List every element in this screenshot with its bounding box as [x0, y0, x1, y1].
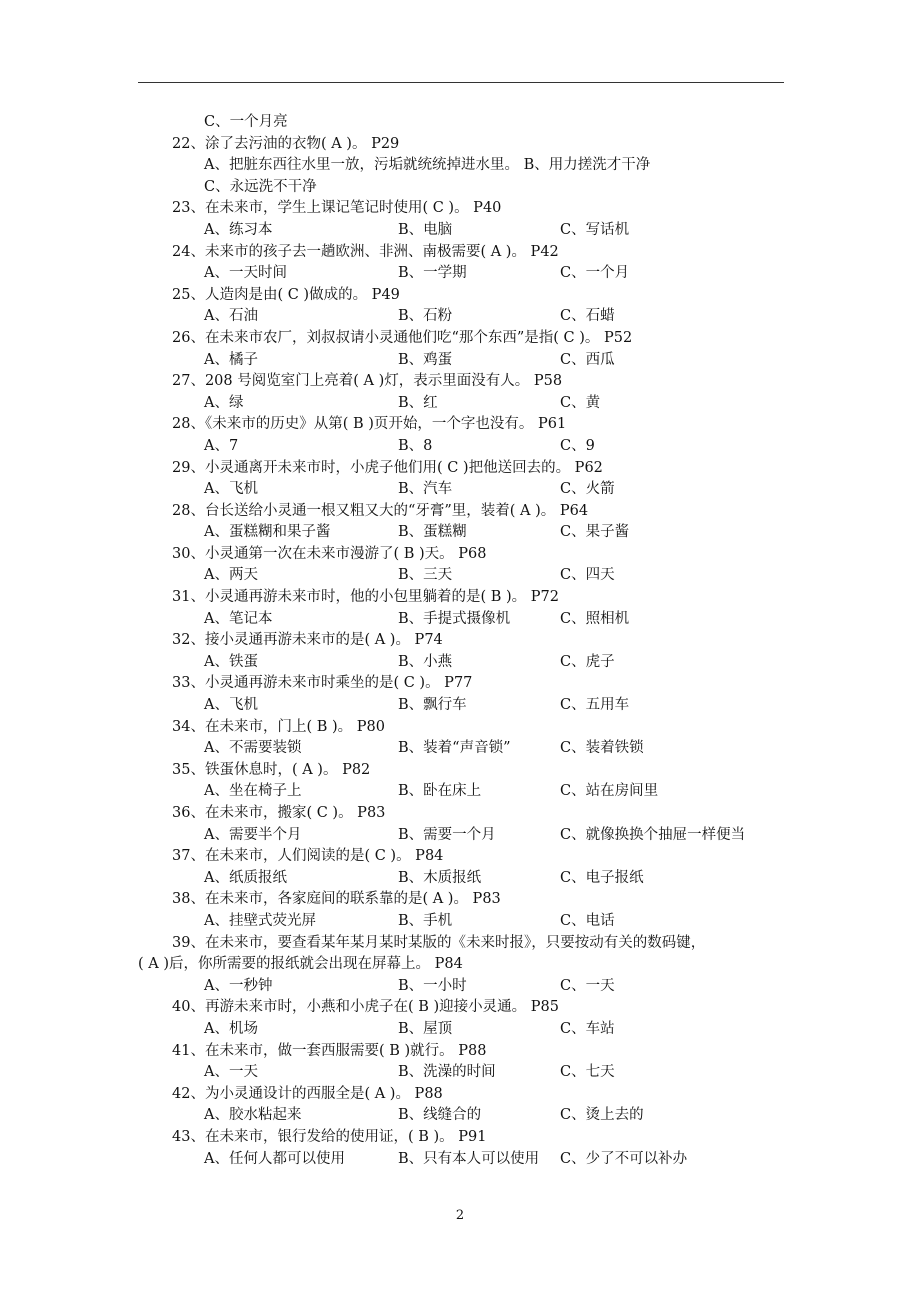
- question-list: [138, 112, 788, 1170]
- question-line: 33、小灵通再游未来市时乘坐的是( C )。 P77: [172, 675, 473, 692]
- page-number: 2: [455, 1208, 465, 1223]
- option-c: C、装着铁锁: [560, 740, 644, 757]
- option-b: B、手机: [398, 912, 453, 929]
- option-c: C、电子报纸: [560, 869, 644, 886]
- option-a: A、飞机: [204, 697, 258, 714]
- option-row: [138, 479, 788, 501]
- option-c: C、写话机: [560, 221, 630, 238]
- option-c: C、七天: [560, 1064, 615, 1081]
- option-a: A、胶水粘起来: [204, 1107, 302, 1124]
- option-b: B、只有本人可以使用: [398, 1150, 540, 1167]
- option-b: B、小燕: [398, 653, 453, 670]
- option-c: C、就像换换个抽屉一样便当: [560, 826, 746, 843]
- option-row: [138, 1105, 788, 1127]
- option-a: A、绿: [204, 394, 244, 411]
- option-a: A、坐在椅子上: [204, 783, 302, 800]
- question-line: 32、接小灵通再游未来市的是( A )。 P74: [172, 632, 443, 649]
- question-line: 24、未来市的孩子去一趟欧洲、非洲、南极需要( A )。 P42: [172, 243, 559, 260]
- option-row: [138, 393, 788, 415]
- option-a: A、不需要装锁: [204, 740, 302, 757]
- option-b: B、屋顶: [398, 1020, 453, 1037]
- option-b: B、需要一个月: [398, 826, 496, 843]
- question-line: 22、涂了去污油的衣物( A )。 P29: [172, 135, 400, 152]
- option-a: A、蛋糕糊和果子酱: [204, 524, 331, 541]
- option-b: B、手提式摄像机: [398, 610, 511, 627]
- option-row: [138, 565, 788, 587]
- option-b: B、一小时: [398, 977, 467, 994]
- question-line: 37、在未来市，人们阅读的是( C )。 P84: [172, 848, 444, 865]
- question-continuation: ( A )后，你所需要的报纸就会出现在屏幕上。 P84: [138, 956, 463, 973]
- option-row: [138, 263, 788, 285]
- option-c: C、黄: [560, 394, 601, 411]
- question-line: 43、在未来市，银行发给的使用证，( B )。 P91: [172, 1128, 487, 1145]
- option-b: B、蛋糕糊: [398, 524, 467, 541]
- question-line: 36、在未来市，搬家( C )。 P83: [172, 805, 386, 821]
- question-line: 26、在未来市农厂，刘叔叔请小灵通他们吃“那个东西”是指( C )。 P52: [172, 329, 633, 346]
- option-a: A、一秒钟: [204, 977, 273, 994]
- option-c: C、果子酱: [560, 524, 630, 541]
- option-row: [138, 825, 788, 847]
- question-line: 39、在未来市，要查看某年某月某时某版的《未来时报》，只要按动有关的数码键，: [172, 934, 706, 951]
- option-a: A、挂壁式荧光屏: [204, 912, 316, 929]
- option-c: C、一个月: [560, 265, 630, 282]
- option-b: B、洗澡的时间: [398, 1064, 496, 1081]
- option-b: B、汽车: [398, 481, 453, 498]
- option-a: A、7: [204, 437, 239, 454]
- header-rule: [138, 82, 784, 83]
- option-b: B、电脑: [398, 221, 453, 238]
- option-c: C、虎子: [560, 653, 615, 670]
- option-row: [138, 911, 788, 933]
- option-line: C、永远洗不干净: [204, 178, 317, 195]
- option-a: A、飞机: [204, 481, 258, 498]
- option-a: A、橘子: [204, 351, 258, 368]
- option-row: [138, 976, 788, 998]
- option-b: B、红: [398, 394, 438, 411]
- option-b: B、三天: [398, 567, 453, 584]
- option-c: C、石蜡: [560, 308, 615, 325]
- option-c: C、9: [560, 437, 595, 454]
- option-row: [138, 220, 788, 242]
- question-line: 42、为小灵通设计的西服全是( A )。 P88: [172, 1085, 443, 1102]
- option-row: [138, 1062, 788, 1084]
- question-line: 41、在未来市，做一套西服需要( B )就行。 P88: [172, 1042, 487, 1059]
- option-c: C、五用车: [560, 697, 630, 714]
- question-line: 38、在未来市，各家庭间的联系靠的是( A )。 P83: [172, 891, 501, 908]
- option-a: A、纸质报纸: [204, 869, 287, 886]
- option-b: B、8: [398, 437, 433, 454]
- option-c: C、西瓜: [560, 351, 615, 368]
- option-c: C、少了不可以补办: [560, 1150, 688, 1167]
- option-a: A、笔记本: [204, 610, 273, 627]
- option-row: [138, 695, 788, 717]
- option-row: [138, 1019, 788, 1041]
- option-row: [138, 609, 788, 631]
- question-line: 28、台长送给小灵通一根又粗又大的“牙膏”里，装着( A )。 P64: [172, 502, 589, 519]
- option-c: C、四天: [560, 567, 615, 584]
- question-line: 23、在未来市，学生上课记笔记时使用( C )。 P40: [172, 200, 502, 217]
- option-row: [138, 652, 788, 674]
- option-row: [138, 1149, 788, 1171]
- option-c: C、火箭: [560, 481, 615, 498]
- option-b: B、线缝合的: [398, 1107, 482, 1124]
- option-c: C、一天: [560, 977, 615, 994]
- option-line: C、一个月亮: [204, 114, 288, 130]
- option-a: A、练习本: [204, 221, 273, 238]
- option-b: B、石粉: [398, 308, 453, 325]
- question-line: 31、小灵通再游未来市时，他的小包里躺着的是( B )。 P72: [172, 589, 559, 606]
- option-c: C、照相机: [560, 610, 630, 627]
- option-a: A、需要半个月: [204, 826, 302, 843]
- option-row: [138, 350, 788, 372]
- question-line: 27、208 号阅览室门上亮着( A )灯，表示里面没有人。 P58: [172, 373, 563, 390]
- option-row: [138, 868, 788, 890]
- option-b: B、卧在床上: [398, 783, 482, 800]
- option-b: B、一学期: [398, 265, 467, 282]
- question-line: 30、小灵通第一次在未来市漫游了( B )天。 P68: [172, 545, 487, 562]
- option-a: A、一天时间: [204, 265, 287, 282]
- question-line: 25、人造肉是由( C )做成的。 P49: [172, 286, 400, 303]
- option-row: [138, 522, 788, 544]
- option-c: C、电话: [560, 912, 615, 929]
- option-line: A、把脏东西往水里一放，污垢就统统掉进水里。 B、用力搓洗才干净: [204, 157, 651, 174]
- option-row: [138, 781, 788, 803]
- option-b: B、鸡蛋: [398, 351, 453, 368]
- option-c: C、车站: [560, 1020, 615, 1037]
- question-line: 35、铁蛋休息时，( A )。 P82: [172, 761, 371, 778]
- option-b: B、飘行车: [398, 697, 467, 714]
- option-a: A、两天: [204, 567, 258, 584]
- question-line: 34、在未来市，门上( B )。 P80: [172, 718, 385, 735]
- option-row: [138, 738, 788, 760]
- option-row: [138, 306, 788, 328]
- option-a: A、石油: [204, 308, 258, 325]
- question-line: 40、再游未来市时，小燕和小虎子在( B )迎接小灵通。 P85: [172, 999, 559, 1016]
- question-line: 29、小灵通离开未来市时，小虎子他们用( C )把他送回去的。 P62: [172, 459, 603, 476]
- option-a: A、铁蛋: [204, 653, 258, 670]
- option-a: A、机场: [204, 1020, 258, 1037]
- option-b: B、装着“声音锁”: [398, 740, 511, 757]
- question-line: 28、《未来市的历史》从第( B )页开始，一个字也没有。 P61: [172, 416, 567, 433]
- option-c: C、站在房间里: [560, 783, 659, 800]
- option-b: B、木质报纸: [398, 869, 482, 886]
- option-c: C、烫上去的: [560, 1107, 644, 1124]
- option-a: A、任何人都可以使用: [204, 1150, 345, 1167]
- option-row: [138, 436, 788, 458]
- option-a: A、一天: [204, 1064, 258, 1081]
